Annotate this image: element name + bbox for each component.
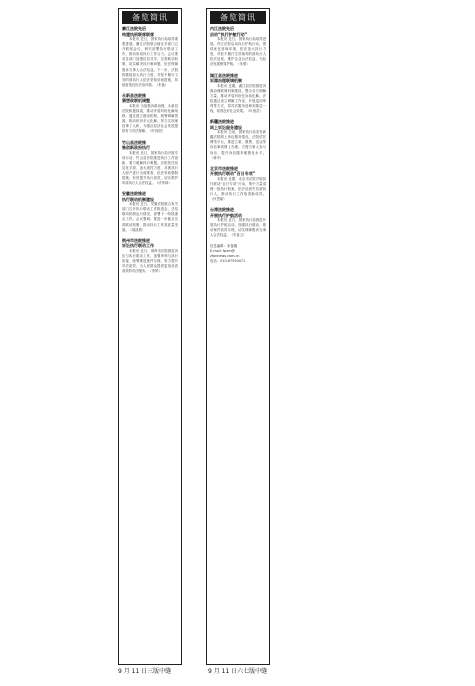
news-item xyxy=(210,73,266,115)
news-item-title: 台湾法院推进 开展执行护航活动 xyxy=(210,207,242,218)
news-item-title: 湖江县法院推进 诉源治理联调机制 xyxy=(210,72,242,84)
editor-contact-block xyxy=(210,244,266,265)
caption-left: 9 月 11 日三版中缝 xyxy=(118,668,172,675)
news-brief-column-right xyxy=(206,8,270,665)
column-body xyxy=(119,26,181,274)
news-item-title: 永新县法院推 猜想政联机调整 xyxy=(122,92,150,104)
column-header: 备览简讯 xyxy=(210,11,266,24)
news-item-title: 荆州市法院推进 诉讼执行联动工作 xyxy=(122,237,154,249)
news-item xyxy=(210,119,266,161)
news-item-text: 本报讯 近日，荆州市法院推进诉讼与执行联动工作，加强审判与执行衔接，统筹推进案件办理，努力提升司法质效，为人民群众提供更加优质高效的司法服务。（李梦） xyxy=(122,248,178,274)
news-item-title: 内江法院先后 启动“执行护航行动” xyxy=(210,26,248,37)
editor-line: 信息编辑：宋备鑫 xyxy=(210,243,238,248)
news-brief-column-left xyxy=(118,8,182,665)
email-domain-line: zfpnnews.com.cn xyxy=(210,253,240,258)
news-item-title: 竹山县法院推 惟创新政府执行 xyxy=(122,139,150,150)
news-item-text: 本报讯 近日，国家执行局推进开展执行护航活动，加强执行联动，推动案件高效办理，切实保障胜诉当事人合法权益。（朱备卫） xyxy=(210,218,266,238)
news-item xyxy=(122,93,178,135)
news-item-text: 本报讯 近期，北京市法院开展执行联动“百日专项”行动，集中力量清理一批执行积案，依法惩戒失信被执行人，推动执行工作取得新成效。（伏恩斌） xyxy=(210,176,266,202)
news-item-text: 本报讯 近期，湖江县法院推进诉源治理联调机制建设，整合各方调解力量，推动矛盾纠纷在诉前化解。法院通过设立调解工作室、开展巡回审判等方式，将司法服务延伸到基层一线，取得良好社会效果。（叶备武） xyxy=(210,83,266,114)
news-item xyxy=(122,238,178,274)
news-item-text: 本报讯 近日，国家执行局取得进展。内江法院启动执行护航行动，围绕优化营商环境，依法加大执行力度，对拒不履行生效裁判的被执行人依法惩戒，维护企业合法权益，为经济发展保驾护航。（朱维） xyxy=(210,37,266,67)
news-item-text: 本报讯 为加强诉源治理，永新县法院积极探索，推动矛盾纠纷化解前移。通过建立联动机制，统筹调解资源，推动纠纷多元化解，努力实现案结事了人和，为辖区经济社会发展提供有力司法保障。（叶伟国） xyxy=(122,103,178,134)
news-item xyxy=(122,191,178,233)
caption-right: 9 月 11 日六七版中缝 xyxy=(208,668,268,675)
news-item xyxy=(210,166,266,202)
email-line: E-mail: fpxm@ xyxy=(210,248,235,253)
news-item-title: 安徽法院推进 执行联动机制建设 xyxy=(122,191,154,202)
news-item xyxy=(122,140,178,187)
news-item-text: 本报讯 近日，安徽法院联合有关部门召开执行联动工作推进会，总结联动机制运行情况，部署下一阶段重点工作。会议强调，要进一步健全完善联动机制，推动执行工作高质量发展。（周清晨） xyxy=(122,202,178,232)
phone-line: 电话：010-67550471 xyxy=(210,259,246,264)
news-item-title: 廉江法院先后 构建执刑联席联席 xyxy=(122,26,154,37)
news-item xyxy=(210,207,266,238)
news-item-text: 本报讯 日前，国家执行局发布新疆法院网上诉讼服务情况。法院依托网络平台，推进立案、缴费、送达等诉讼事项网上办理，方便当事人参与诉讼，提升诉讼服务便捷化水平。（林中） xyxy=(210,130,266,160)
news-item-title: 新疆法院推进 网上诉讼服务建设 xyxy=(210,119,242,130)
news-item-title: 北京市法院推进 开展执行联动“百日专项” xyxy=(210,165,256,177)
news-item xyxy=(122,26,178,88)
news-item xyxy=(210,26,266,68)
news-item-text: 本报讯 近日，国家执行局取得重要进展。廉江法院联合辖区多部门召开联席会议，研究部署执行联动工作，推动形成执行工作合力。会议要求各部门加强信息共享，完善联动机制，切实解决执行难问题，依法保障胜诉当事人合法权益。下一步，法院将继续加大执行力度，对拒不履行义务的被执行人依法采取惩戒措施，持续营造良好法治环境。（朱备） xyxy=(122,37,178,87)
news-item-text: 本报讯 近日，国家执行局开展专项行动，竹山县法院推进执行工作创新，着力破解执行难题。法院依托信息化手段，加大查控力度，对被执行人财产进行全面排查，依法采取强制措施，有效提升执行质效，切实维护申请执行人合法权益。（伏孝林） xyxy=(122,150,178,186)
column-header: 备览简讯 xyxy=(122,11,178,24)
column-body xyxy=(207,26,269,264)
